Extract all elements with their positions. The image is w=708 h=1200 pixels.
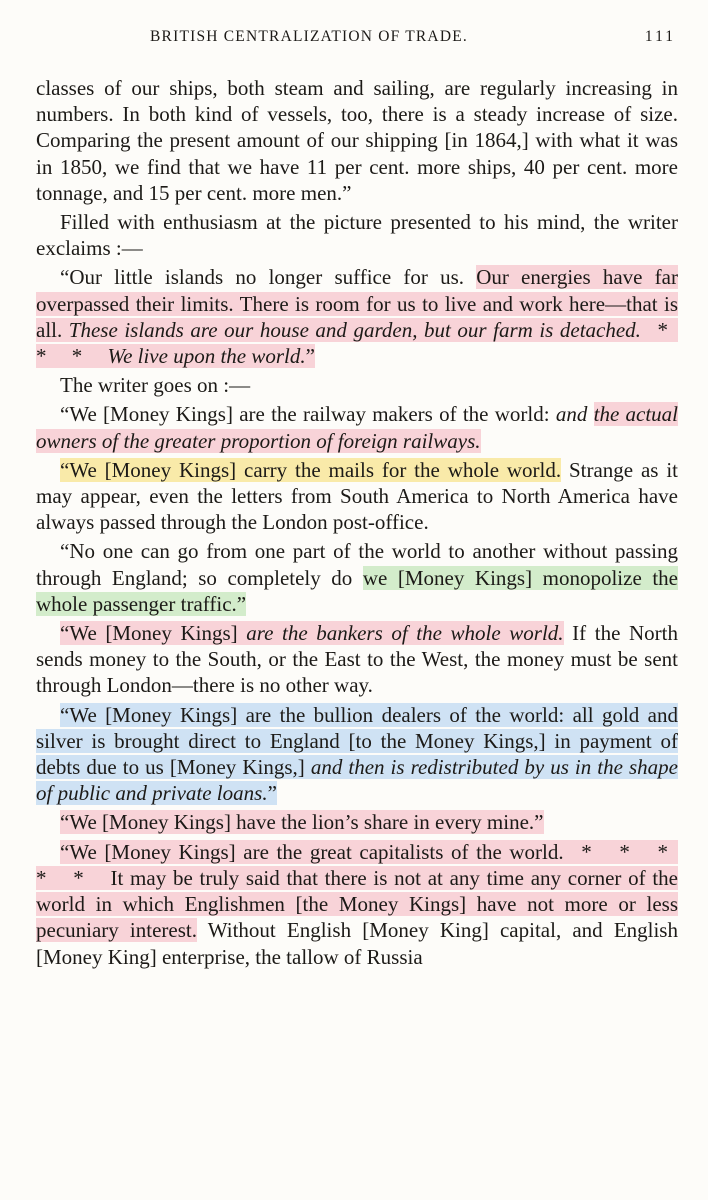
text-run: The writer goes on :—	[60, 373, 251, 398]
paragraph	[36, 264, 678, 369]
text-run: “No one can go from one part of the world to another without passing through England; so completely do	[36, 539, 678, 590]
paragraph	[36, 620, 678, 699]
highlighted-text: It may be truly said that there is not at any time any corner of the world in which Englishmen [the Money Kings] have not more or less pecuniary interest.	[36, 865, 679, 943]
paragraph	[36, 209, 678, 261]
highlighted-text: ”	[305, 344, 315, 369]
highlighted-text: Our energies have far overpassed their limits. There is room for us to live and work here—that is all.	[36, 265, 678, 342]
text-run: Strange as it may appear, even the letters from South America to North America have always passed through the London post-office.	[36, 457, 679, 535]
highlighted-text: * * *	[36, 317, 678, 369]
text-run: “We [Money Kings] are the railway makers of the world:	[60, 402, 556, 427]
highlighted-text: We live upon the world.	[107, 344, 306, 369]
text-run: classes of our ships, both steam and sailing, are regularly increasing in numbers. In both kind of vessels, too, there is a steady increase of size. Comparing the present amount of our shipping [in 1864,] with what it was in 1850, we find that we have 11 per cent. more ships, 40 per cent. more tonnage, and 15 per cent. more men.”	[36, 76, 678, 205]
paragraph	[36, 839, 678, 970]
highlighted-text: we [Money Kings] monopolize the whole passenger traffic.”	[36, 565, 678, 616]
paragraph	[36, 401, 678, 453]
highlighted-text: These islands are our house and garden, but our farm is detached.	[68, 317, 641, 342]
paragraph	[36, 457, 678, 536]
body-text	[36, 75, 678, 973]
highlighted-text: * * * * *	[36, 839, 678, 890]
running-header	[36, 28, 678, 52]
text-run: and	[555, 402, 594, 427]
highlighted-text: “We [Money Kings] have the lion’s share in every mine.”	[60, 810, 544, 835]
text-run: Without English [Money King] capital, and English [Money King] enterprise, the tallow of Russia	[36, 918, 678, 969]
highlighted-text: the actual owners of the greater proportion of foreign railways.	[36, 402, 679, 453]
highlighted-text: “We [Money Kings]	[60, 621, 247, 646]
highlighted-text: ”	[267, 781, 277, 806]
paragraph	[36, 809, 678, 835]
text-run: If the North sends money to the South, or the East to the West, the money must be sent through London—there is no other way.	[36, 621, 678, 698]
running-title: BRITISH CENTRALIZATION OF TRADE.	[150, 28, 468, 45]
highlighted-text: “We [Money Kings] carry the mails for the whole world.	[60, 457, 562, 482]
paragraph	[36, 538, 678, 617]
paragraph	[36, 702, 678, 807]
page-number: 111	[644, 28, 676, 45]
paragraph	[36, 75, 678, 206]
highlighted-text: are the bankers of the whole world.	[246, 621, 564, 646]
highlighted-text: “We [Money Kings] are the great capitalists of the world.	[60, 839, 564, 864]
paragraph	[36, 372, 678, 398]
text-run: Filled with enthusiasm at the picture presented to his mind, the writer exclaims :—	[36, 210, 678, 261]
text-run: “Our little islands no longer suffice for us.	[60, 265, 477, 290]
highlighted-text: and then is redistributed by us in the shape of public and private loans.	[36, 755, 678, 806]
highlighted-text: “We [Money Kings] are the bullion dealers of the world: all gold and silver is brought direct to England [to the Money Kings,] in payment of debts due to us [Money Kings,]	[36, 702, 678, 780]
